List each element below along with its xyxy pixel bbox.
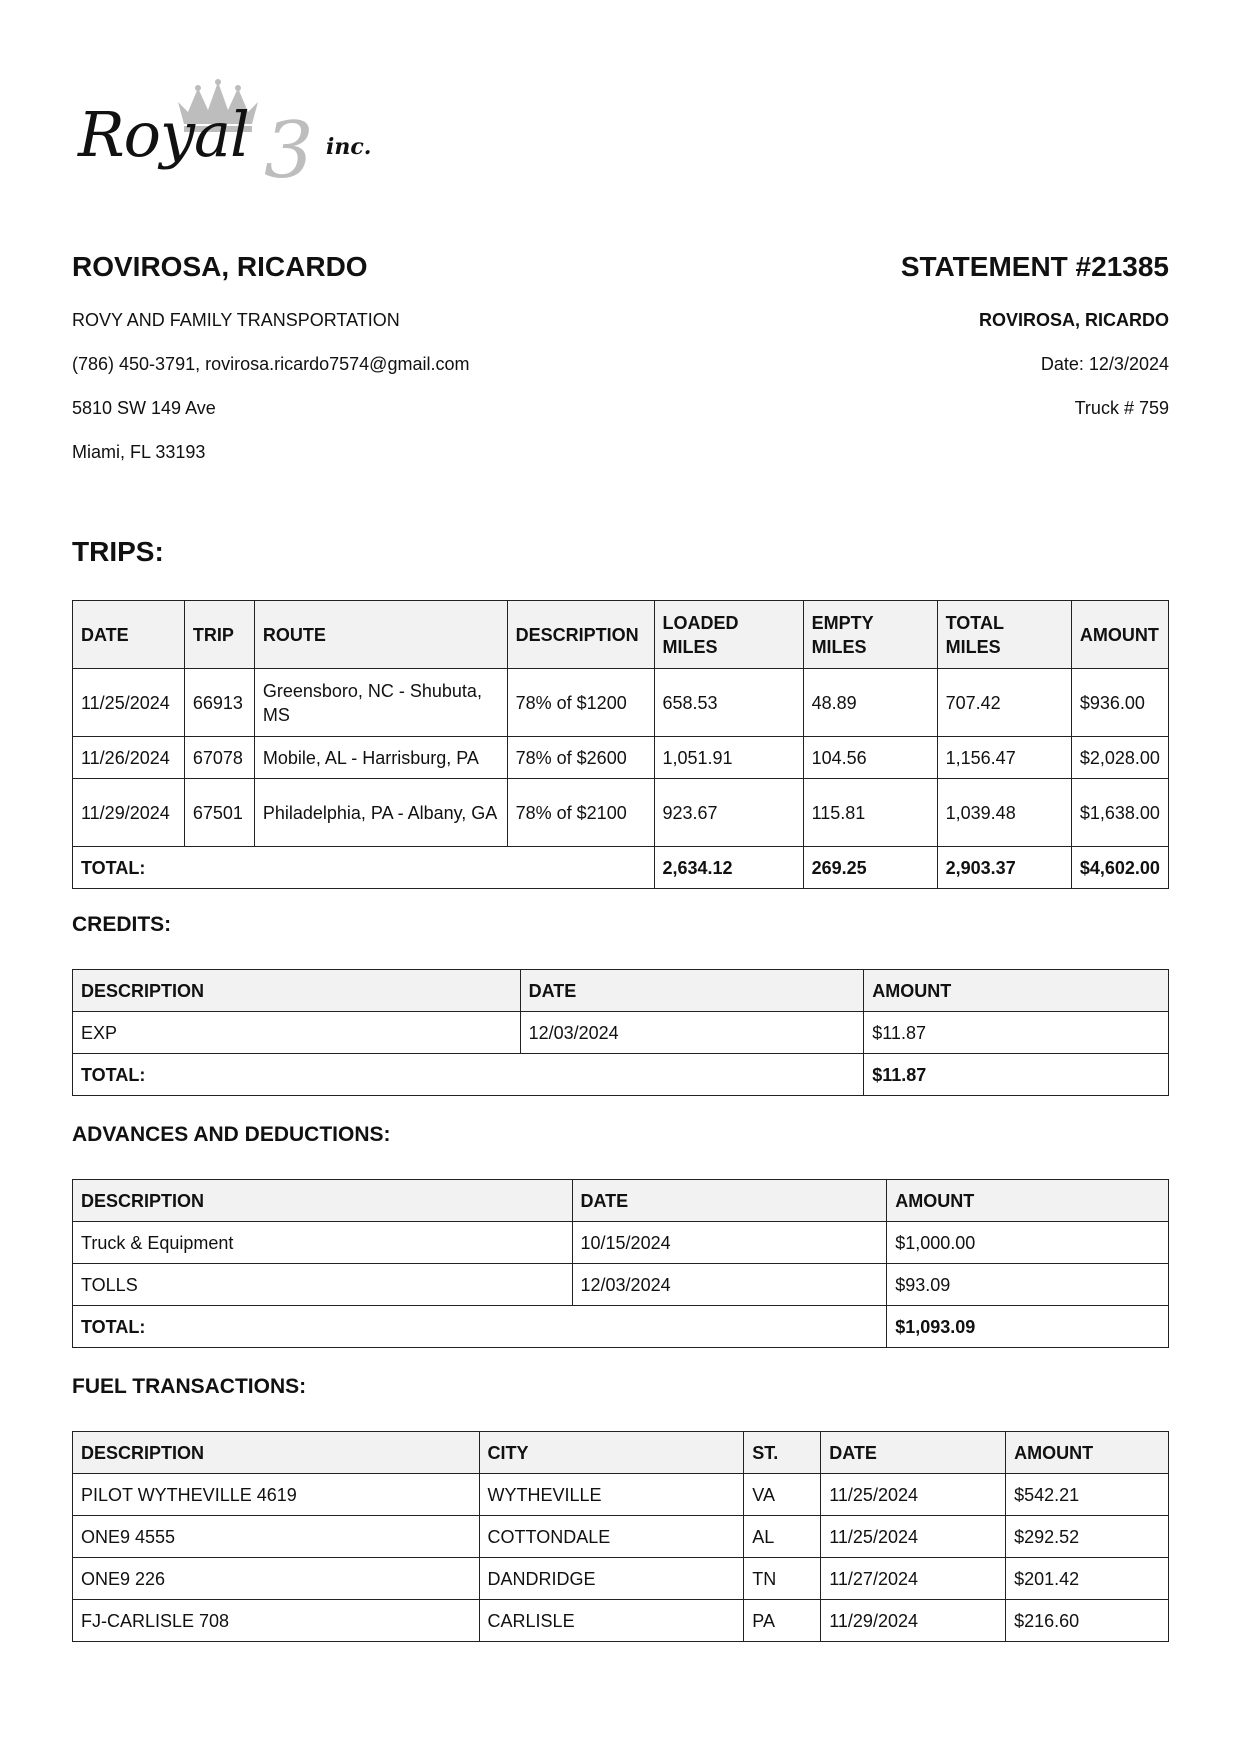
fuel-description: PILOT WYTHEVILLE 4619: [73, 1474, 480, 1516]
credits-section-title: CREDITS:: [72, 913, 172, 936]
table-row: [73, 1264, 1169, 1306]
fuel-section-title: FUEL TRANSACTIONS:: [72, 1375, 307, 1398]
trip-loaded-miles: 658.53: [654, 669, 803, 737]
truck-number: Truck # 759: [1074, 398, 1169, 418]
credits-total-row: [73, 1054, 1169, 1096]
trip-empty-miles: 48.89: [803, 669, 937, 737]
deductions-header-row: [73, 1180, 1169, 1222]
total-amount: $4,602.00: [1071, 847, 1168, 889]
trip-description: 78% of $2100: [507, 779, 654, 847]
fuel-description: FJ-CARLISLE 708: [73, 1600, 480, 1642]
column-header: AMOUNT: [1071, 601, 1168, 669]
fuel-city: DANDRIDGE: [479, 1558, 744, 1600]
trip-description: 78% of $1200: [507, 669, 654, 737]
driver-address-line2: Miami, FL 33193: [72, 442, 206, 462]
trip-empty-miles: 104.56: [803, 737, 937, 779]
trip-total-miles: 1,039.48: [937, 779, 1071, 847]
column-header: TRIP: [184, 601, 254, 669]
driver-company: ROVY AND FAMILY TRANSPORTATION: [72, 310, 400, 330]
fuel-header-row: [73, 1432, 1169, 1474]
fuel-city: CARLISLE: [479, 1600, 744, 1642]
fuel-date: 11/27/2024: [821, 1558, 1006, 1600]
fuel-city: WYTHEVILLE: [479, 1474, 744, 1516]
column-header: DATE: [520, 970, 864, 1012]
trip-amount: $2,028.00: [1071, 737, 1168, 779]
fuel-date: 11/25/2024: [821, 1474, 1006, 1516]
trip-empty-miles: 115.81: [803, 779, 937, 847]
trip-loaded-miles: 923.67: [654, 779, 803, 847]
credits-table: [72, 969, 1169, 1096]
credit-description: EXP: [73, 1012, 521, 1054]
fuel-amount: $201.42: [1006, 1558, 1169, 1600]
total-label: TOTAL:: [73, 1054, 864, 1096]
company-logo: [78, 78, 388, 198]
driver-address-line1: 5810 SW 149 Ave: [72, 398, 216, 418]
column-header: DATE: [572, 1180, 887, 1222]
driver-contact: (786) 450-3791, rovirosa.ricardo7574@gmail.com: [72, 354, 470, 374]
trip-route: Greensboro, NC - Shubuta, MS: [254, 669, 507, 737]
fuel-description: ONE9 226: [73, 1558, 480, 1600]
fuel-date: 11/25/2024: [821, 1516, 1006, 1558]
trip-number: 67501: [184, 779, 254, 847]
column-header: DESCRIPTION: [73, 970, 521, 1012]
trip-date: 11/26/2024: [73, 737, 185, 779]
fuel-amount: $542.21: [1006, 1474, 1169, 1516]
trip-amount: $1,638.00: [1071, 779, 1168, 847]
column-header: TOTAL MILES: [937, 601, 1071, 669]
table-row: [73, 1558, 1169, 1600]
deductions-section-title: ADVANCES AND DEDUCTIONS:: [72, 1123, 391, 1146]
trip-date: 11/29/2024: [73, 779, 185, 847]
total-label: TOTAL:: [73, 847, 655, 889]
statement-title: STATEMENT #21385: [900, 251, 1169, 282]
trips-total-row: [73, 847, 1169, 889]
column-header: AMOUNT: [864, 970, 1169, 1012]
trip-description: 78% of $2600: [507, 737, 654, 779]
column-header: EMPTY MILES: [803, 601, 937, 669]
logo-wordmark: Royal: [78, 98, 249, 171]
credit-date: 12/03/2024: [520, 1012, 864, 1054]
table-row: [73, 779, 1169, 847]
column-header: CITY: [479, 1432, 744, 1474]
deductions-table: [72, 1179, 1169, 1348]
table-row: [73, 1222, 1169, 1264]
trip-loaded-miles: 1,051.91: [654, 737, 803, 779]
deduction-amount: $93.09: [887, 1264, 1169, 1306]
table-row: [73, 1600, 1169, 1642]
statement-date: Date: 12/3/2024: [1040, 354, 1169, 374]
column-header: DESCRIPTION: [507, 601, 654, 669]
trip-route: Philadelphia, PA - Albany, GA: [254, 779, 507, 847]
trip-date: 11/25/2024: [73, 669, 185, 737]
total-amount: $1,093.09: [887, 1306, 1169, 1348]
trip-total-miles: 1,156.47: [937, 737, 1071, 779]
total-loaded-miles: 2,634.12: [654, 847, 803, 889]
table-row: [73, 669, 1169, 737]
column-header: ST.: [744, 1432, 821, 1474]
column-header: DATE: [73, 601, 185, 669]
fuel-state: AL: [744, 1516, 821, 1558]
trip-route: Mobile, AL - Harrisburg, PA: [254, 737, 507, 779]
trip-number: 66913: [184, 669, 254, 737]
total-label: TOTAL:: [73, 1306, 887, 1348]
fuel-state: PA: [744, 1600, 821, 1642]
deduction-description: TOLLS: [73, 1264, 573, 1306]
column-header: DESCRIPTION: [73, 1180, 573, 1222]
table-row: [73, 1012, 1169, 1054]
table-row: [73, 1474, 1169, 1516]
trips-table: [72, 600, 1169, 889]
fuel-description: ONE9 4555: [73, 1516, 480, 1558]
column-header: LOADED MILES: [654, 601, 803, 669]
deduction-amount: $1,000.00: [887, 1222, 1169, 1264]
column-header: AMOUNT: [1006, 1432, 1169, 1474]
trips-section-title: TRIPS:: [72, 536, 164, 567]
total-amount: $11.87: [864, 1054, 1169, 1096]
column-header: AMOUNT: [887, 1180, 1169, 1222]
fuel-table: [72, 1431, 1169, 1642]
trip-amount: $936.00: [1071, 669, 1168, 737]
total-empty-miles: 269.25: [803, 847, 937, 889]
logo-number: 3: [264, 106, 314, 196]
fuel-amount: $216.60: [1006, 1600, 1169, 1642]
deductions-total-row: [73, 1306, 1169, 1348]
column-header: DATE: [821, 1432, 1006, 1474]
column-header: DESCRIPTION: [73, 1432, 480, 1474]
credits-header-row: [73, 970, 1169, 1012]
trip-total-miles: 707.42: [937, 669, 1071, 737]
deduction-date: 12/03/2024: [572, 1264, 887, 1306]
deduction-date: 10/15/2024: [572, 1222, 887, 1264]
total-miles: 2,903.37: [937, 847, 1071, 889]
fuel-city: COTTONDALE: [479, 1516, 744, 1558]
statement-driver-name: ROVIROSA, RICARDO: [978, 310, 1169, 330]
table-row: [73, 737, 1169, 779]
logo-suffix: inc.: [326, 134, 372, 160]
driver-name: ROVIROSA, RICARDO: [72, 251, 368, 282]
fuel-amount: $292.52: [1006, 1516, 1169, 1558]
trips-header-row: [73, 601, 1169, 669]
fuel-state: VA: [744, 1474, 821, 1516]
table-row: [73, 1516, 1169, 1558]
fuel-date: 11/29/2024: [821, 1600, 1006, 1642]
deduction-description: Truck & Equipment: [73, 1222, 573, 1264]
trip-number: 67078: [184, 737, 254, 779]
credit-amount: $11.87: [864, 1012, 1169, 1054]
column-header: ROUTE: [254, 601, 507, 669]
fuel-state: TN: [744, 1558, 821, 1600]
